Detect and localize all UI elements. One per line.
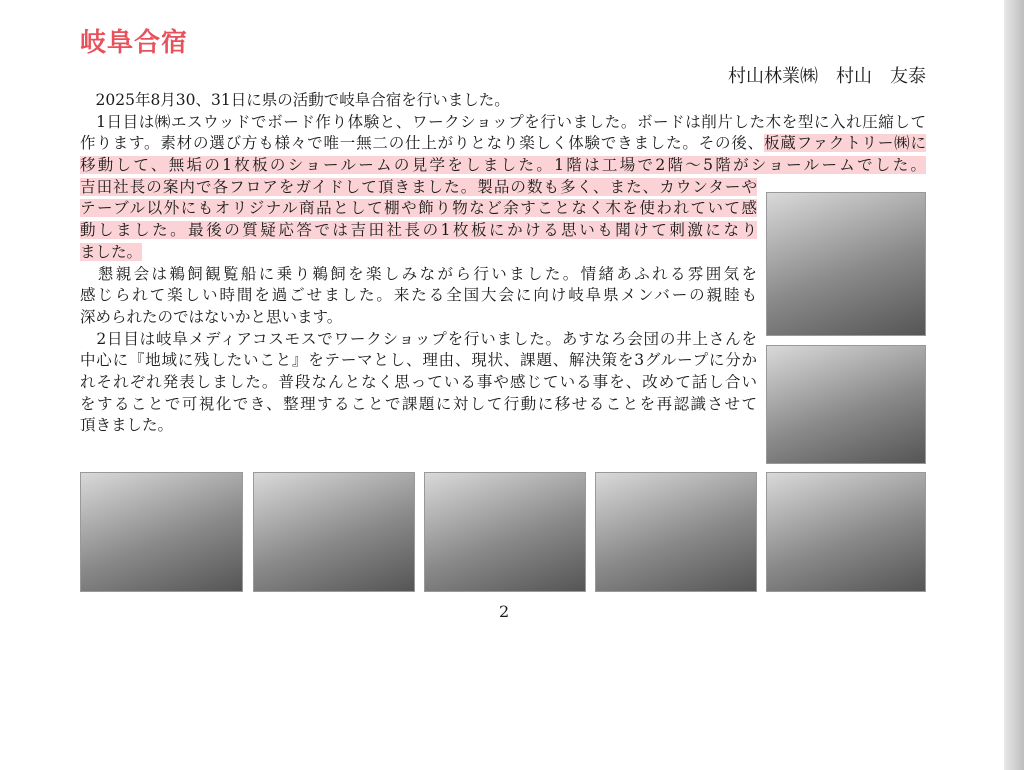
highlighted-text: 板蔵ファクトリー㈱に: [763, 134, 926, 153]
text-line: [80, 264, 757, 286]
photo-workshop-discussion: [766, 345, 926, 464]
text-line: [80, 350, 757, 372]
text-line: [80, 415, 757, 437]
highlighted-text: 移動して、無垢の1枚板のショールームの見学をしました。1階は工場で2階～5階がショールームでした。: [80, 156, 926, 175]
highlighted-text: 動しました。最後の質疑応答では吉田社長の1枚板にかける思いも聞けて刺激になり: [80, 221, 757, 240]
photo-media-cosmos: [766, 472, 926, 592]
photo-board-making: [253, 472, 415, 592]
text-line: [80, 155, 926, 177]
text-segment: 深められたのではないかと思います。: [80, 307, 343, 326]
photo-showroom: [595, 472, 757, 592]
page-number: 2: [499, 602, 510, 621]
text-line: [80, 90, 926, 112]
article-title: 岐阜合宿: [80, 28, 189, 58]
text-line: [80, 198, 757, 220]
text-line: [80, 220, 757, 242]
text-segment: 2025年8月30、31日に県の活動で岐阜合宿を行いました。: [80, 91, 510, 109]
photo-factory-tour: [424, 472, 586, 592]
text-segment: れそれぞれ発表しました。普段なんとなく思っている事や感じている事を、改めて話し合い: [80, 372, 757, 391]
text-segment: 感じられて楽しい時間を過ごせました。来たる全国大会に向け岐阜県メンバーの親睦も: [80, 286, 757, 305]
photo-group: [80, 472, 243, 592]
scan-edge: [1004, 0, 1024, 770]
text-line: [80, 133, 926, 155]
text-line: [80, 372, 757, 394]
text-line: [80, 394, 757, 416]
highlighted-text: ました。: [80, 242, 143, 261]
highlighted-text: 吉田社長の案内で各フロアをガイドして頂きました。製品の数も多く、また、カウンターや: [80, 177, 757, 196]
text-segment: 2日目は岐阜メディアコスモスでワークショップを行いました。あすなろ会団の井上さんを: [80, 329, 757, 348]
text-segment: 懇親会は鵜飼観覧船に乗り鵜飼を楽しみながら行いました。情緒あふれる雰囲気を: [80, 264, 757, 283]
photo-showroom-guide: [766, 192, 926, 336]
text-line: [80, 285, 757, 307]
text-segment: 1日目は㈱エスウッドでボード作り体験と、ワークショップを行いました。ボードは削片した木を型に入れ圧縮して: [80, 112, 926, 131]
text-segment: 頂きました。: [80, 416, 174, 435]
text-segment: をすることで可視化でき、整理することで課題に対して行動に移せることを再認識させて: [80, 394, 757, 413]
text-line: [80, 242, 757, 264]
highlighted-text: テーブル以外にもオリジナル商品として棚や飾り物など余すことなく木を使われていて感: [80, 199, 757, 218]
text-line: [80, 329, 757, 351]
text-line: [80, 307, 757, 329]
text-segment: 中心に『地域に残したいこと』をテーマとし、理由、現状、課題、解決策を3グループに分か: [80, 351, 757, 370]
text-line: [80, 112, 926, 134]
text-segment: 作ります。素材の選び方も様々で唯一無二の仕上がりとなり楽しく体験できました。その後、: [80, 134, 764, 153]
text-line: [80, 177, 757, 199]
author-line: 村山林業㈱ 村山 友泰: [728, 66, 926, 87]
